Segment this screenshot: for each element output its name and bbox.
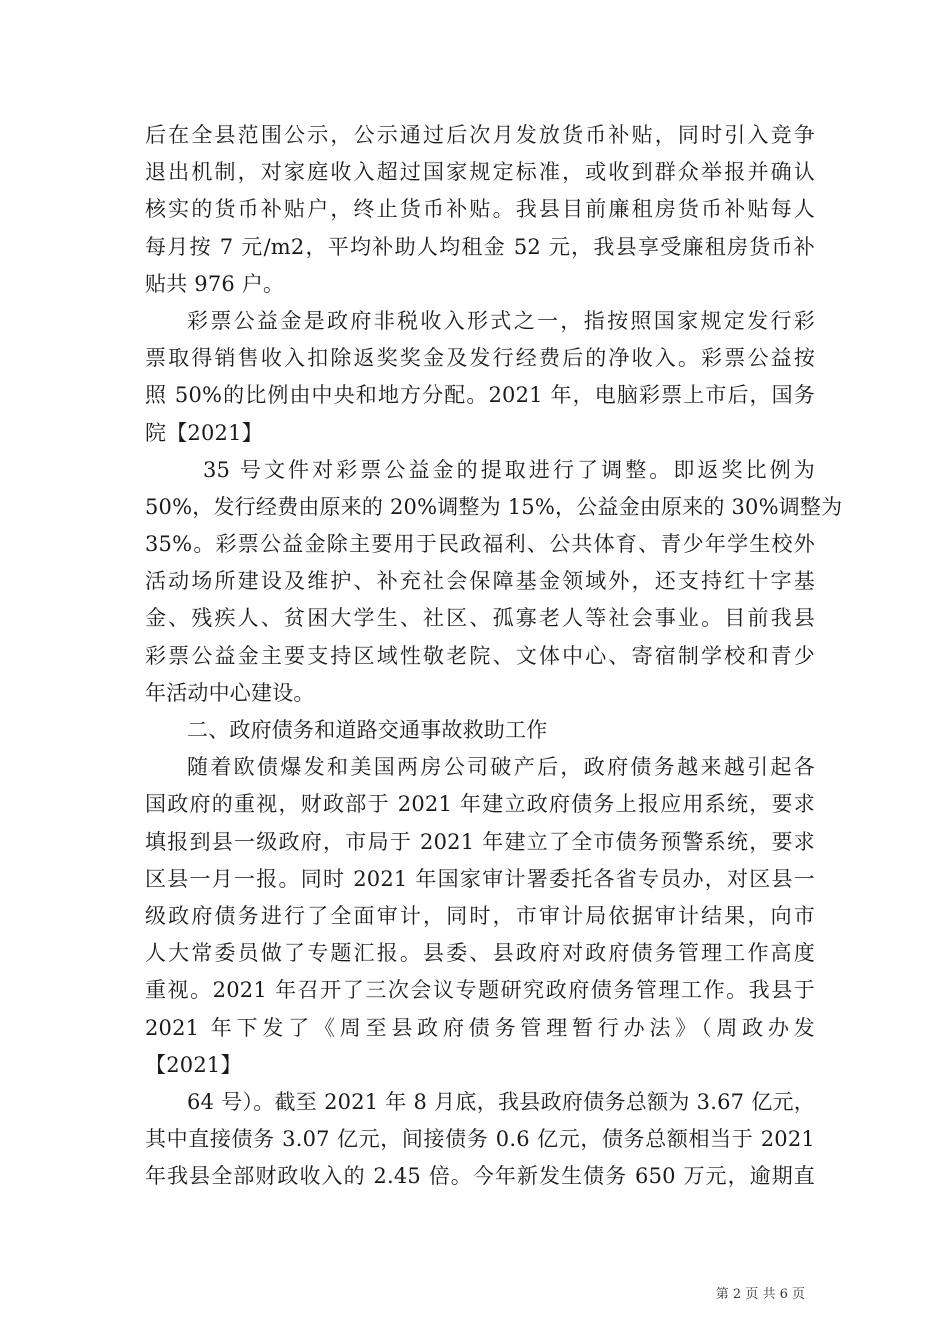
text-line: 35%。彩票公益金除主要用于民政福利、公共体育、青少年学生校外	[145, 532, 815, 557]
text-line: 2021 年下发了《周至县政府债务管理暂行办法》（周政办发	[145, 1015, 815, 1040]
text-line: 人大常委员做了专题汇报。县委、县政府对政府债务管理工作高度	[145, 941, 815, 966]
text-line: 退出机制，对家庭收入超过国家规定标准，或收到群众举报并确认	[145, 160, 815, 185]
text-line: 级政府债务进行了全面审计，同时，市审计局依据审计结果，向市	[145, 903, 815, 928]
text-line: 彩票公益金是政府非税收入形式之一，指按照国家规定发行彩	[187, 308, 815, 333]
text-line: 院【2021】	[145, 420, 263, 445]
text-line: 照 50%的比例由中央和地方分配。2021 年，电脑彩票上市后，国务	[145, 383, 815, 408]
text-line: 贴共 976 户。	[145, 271, 285, 296]
text-line: 年活动中心建设。	[145, 680, 315, 705]
text-line: 活动场所建设及维护、补充社会保障基金领域外，还支持红十字基	[145, 569, 815, 594]
text-line: 后在全县范围公示，公示通过后次月发放货币补贴，同时引入竞争	[145, 123, 815, 147]
text-line: 35 号文件对彩票公益金的提取进行了调整。即返奖比例为	[203, 457, 815, 482]
text-line: 64 号）。截至 2021 年 8 月底，我县政府债务总额为 3.67 亿元，	[187, 1089, 815, 1114]
text-line: 重视。2021 年召开了三次会议专题研究政府债务管理工作。我县于	[145, 978, 815, 1003]
text-line: 填报到县一级政府，市局于 2021 年建立了全市债务预警系统，要求	[145, 829, 815, 854]
text-line: 年我县全部财政收入的 2.45 倍。今年新发生债务 650 万元，逾期直	[145, 1164, 815, 1189]
text-line: 【2021】	[145, 1052, 242, 1077]
text-line: 票取得销售收入扣除返奖奖金及发行经费后的净收入。彩票公益按	[145, 346, 815, 371]
text-line: 随着欧债爆发和美国两房公司破产后，政府债务越来越引起各	[187, 755, 815, 780]
text-line: 核实的货币补贴户，终止货币补贴。我县目前廉租房货币补贴每人	[145, 197, 815, 222]
text-line: 其中直接债务 3.07 亿元，间接债务 0.6 亿元，债务总额相当于 2021	[145, 1127, 815, 1152]
text-line: 国政府的重视，财政部于 2021 年建立政府债务上报应用系统，要求	[145, 792, 815, 817]
page-number: 第 2 页 共 6 页	[715, 1287, 805, 1302]
text-line: 金、残疾人、贫困大学生、社区、孤寡老人等社会事业。目前我县	[145, 606, 815, 631]
text-line: 彩票公益金主要支持区域性敬老院、文体中心、寄宿制学校和青少	[145, 643, 815, 668]
text-line: 每月按 7 元/m2，平均补助人均租金 52 元，我县享受廉租房货币补	[145, 234, 815, 259]
document-body	[145, 117, 843, 1195]
text-line: 区县一月一报。同时 2021 年国家审计署委托各省专员办，对区县一	[145, 866, 815, 891]
text-line: 二、政府债务和道路交通事故救助工作	[187, 718, 548, 742]
text-line: 50%，发行经费由原来的 20%调整为 15%，公益金由原来的 30%调整为	[145, 494, 843, 519]
